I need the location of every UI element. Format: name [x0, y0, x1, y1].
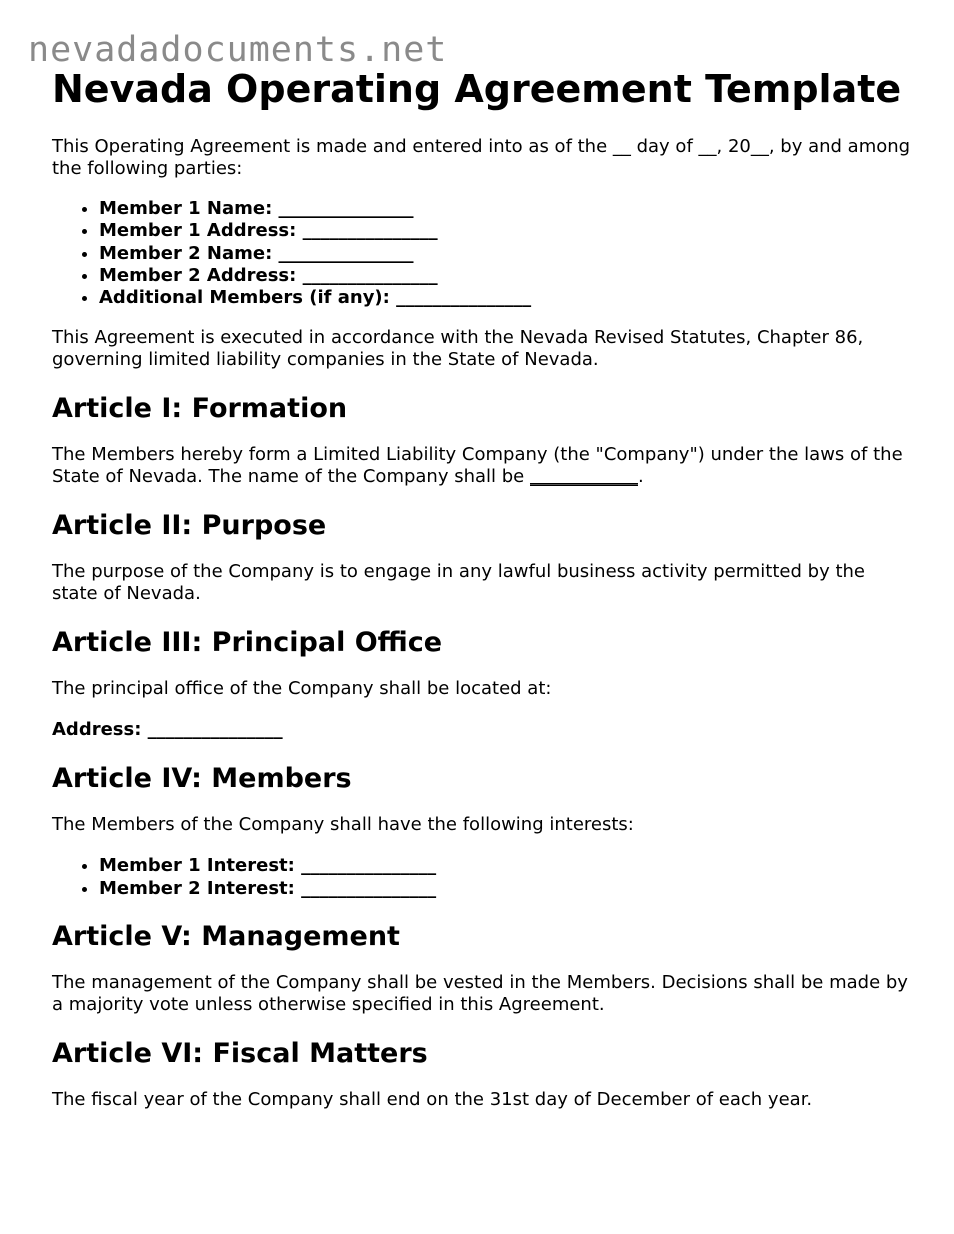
- list-item: • Member 1 Name: _______________: [99, 198, 912, 220]
- article-1-text: [52, 444, 912, 488]
- article-6-text: The fiscal year of the Company shall end on the 31st day of December of each year.: [52, 1089, 813, 1111]
- list-item: • Member 1 Address: _______________: [99, 220, 912, 242]
- article-3-heading: Article III: Principal Office: [52, 627, 443, 659]
- statute-paragraph: This Agreement is executed in accordance with the Nevada Revised Statutes, Chapter 86, governing limited liability companies in the State of Nevada.: [52, 327, 864, 371]
- article-2-heading: Article II: Purpose: [52, 510, 327, 542]
- parties-list: [52, 198, 912, 309]
- article-3-text: The principal office of the Company shall be located at:: [52, 678, 552, 700]
- document-title: Nevada Operating Agreement Template: [52, 67, 902, 111]
- article-1-heading: Article I: Formation: [52, 393, 348, 425]
- article-2-text: The purpose of the Company is to engage in any lawful business activity permitted by the state of Nevada.: [52, 561, 865, 605]
- article-5-text: The management of the Company shall be vested in the Members. Decisions shall be made by a majority vote unless otherwise specified in this Agreement.: [52, 972, 908, 1016]
- watermark: nevadadocuments.net: [28, 30, 448, 70]
- company-name-blank: ____________: [529, 466, 638, 488]
- interests-list: [52, 855, 912, 900]
- article-4-heading: Article IV: Members: [52, 763, 352, 795]
- document-body: [52, 66, 912, 1111]
- article-4-text: The Members of the Company shall have the following interests:: [52, 814, 634, 836]
- list-item: • Member 2 Interest: _______________: [99, 878, 912, 900]
- address-line: Address: _______________: [52, 719, 283, 741]
- article-1-body: The Members hereby form a Limited Liability Company (the "Company") under the laws of the State of Nevada. The name of the Company shall be: [52, 444, 903, 488]
- list-item: • Additional Members (if any): _______________: [99, 287, 912, 309]
- list-item: • Member 2 Address: _______________: [99, 265, 912, 287]
- article-6-heading: Article VI: Fiscal Matters: [52, 1038, 428, 1070]
- list-item: • Member 1 Interest: _______________: [99, 855, 912, 877]
- intro-paragraph: This Operating Agreement is made and entered into as of the __ day of __, 20__, by and among the following parties:: [52, 136, 911, 179]
- article-5-heading: Article V: Management: [52, 921, 400, 953]
- list-item: • Member 2 Name: _______________: [99, 243, 912, 265]
- article-1-period: .: [637, 466, 644, 488]
